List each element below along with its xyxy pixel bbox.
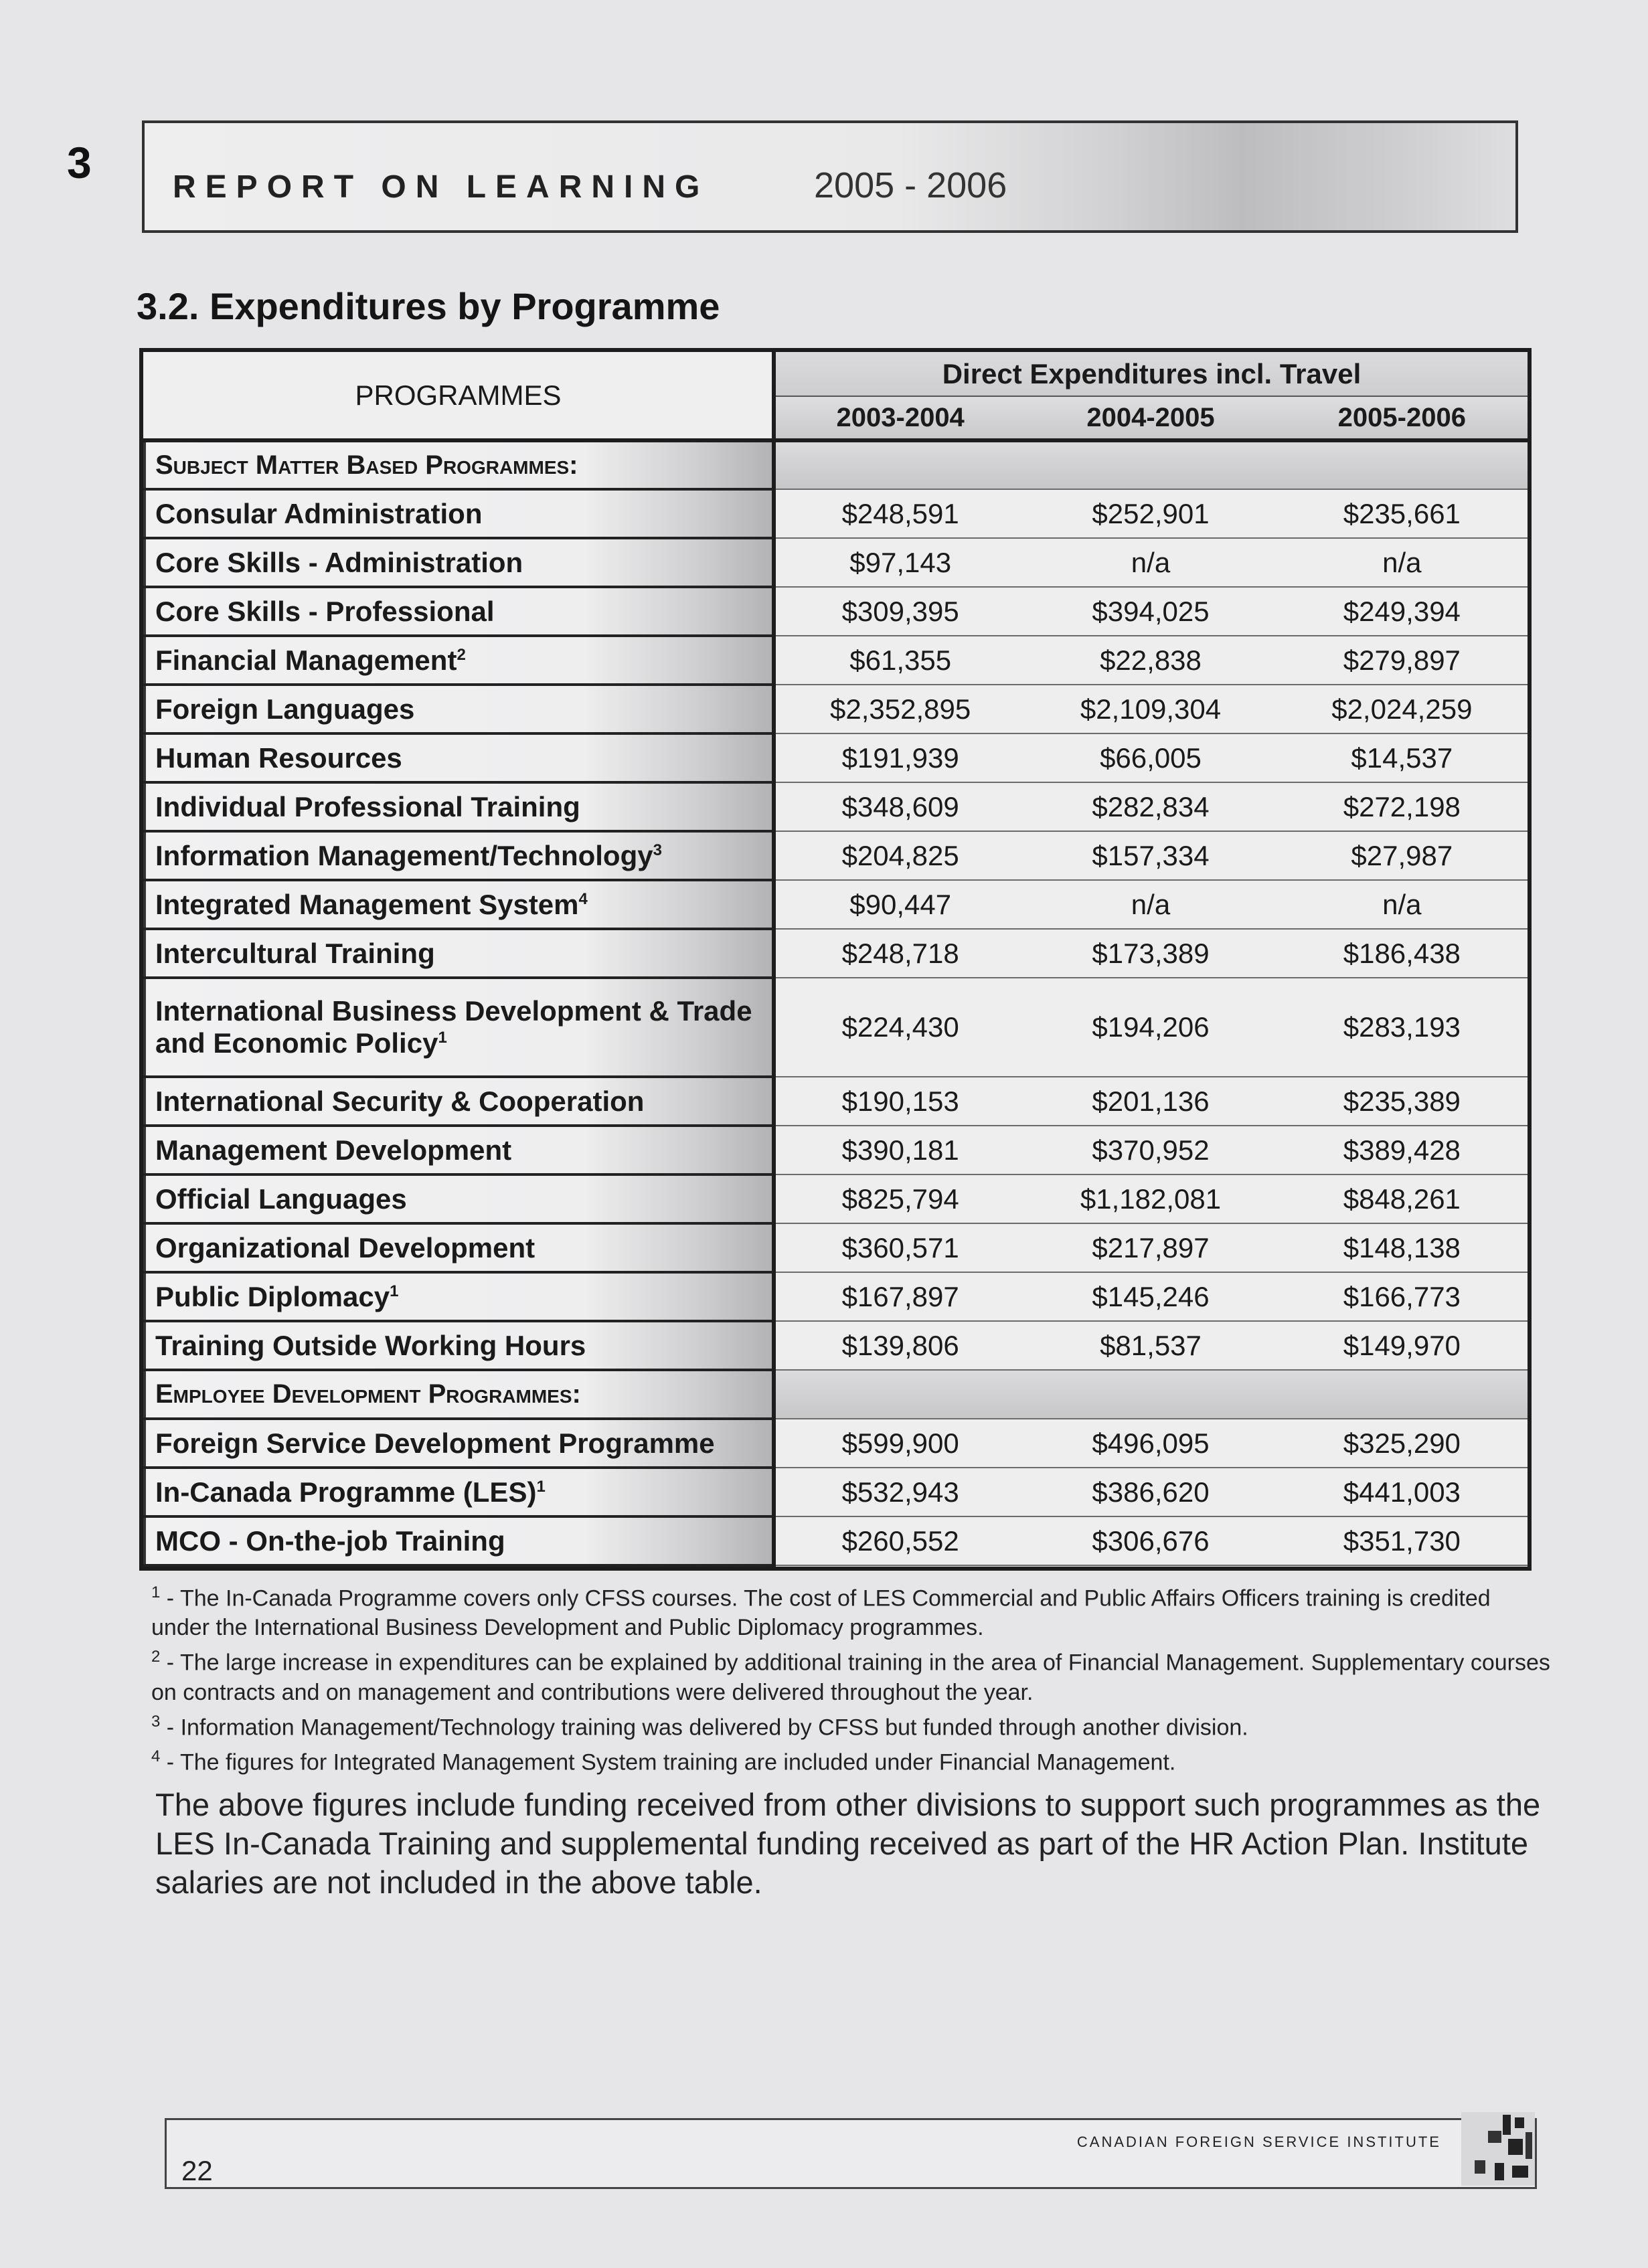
- table-row: [145, 1419, 1528, 1468]
- table-row: [145, 1126, 1528, 1174]
- expenditures-table: [139, 348, 1532, 1571]
- programme-name: Training Outside Working Hours: [145, 1321, 774, 1370]
- expenditure-value: n/a: [1276, 880, 1528, 929]
- table-row: [145, 636, 1528, 685]
- expenditure-value: $394,025: [1025, 587, 1276, 636]
- note-paragraph: The above figures include funding received from other divisions to support such programmes as the LES In-Canada Training and supplemental funding received as part of the HR Action Plan. Institute salaries are not included in the above table.: [155, 1787, 1541, 1900]
- expenditure-value: $166,773: [1276, 1272, 1528, 1321]
- institute-name: CANADIAN FOREIGN SERVICE INSTITUTE: [1076, 2133, 1441, 2150]
- expenditure-value: $360,571: [774, 1223, 1025, 1272]
- expenditure-value: $1,182,081: [1025, 1174, 1276, 1223]
- expenditure-value: $235,661: [1276, 489, 1528, 538]
- footnote: $^1$ - The In-Canada Programme covers only CFSS courses. The cost of LES Commercial and Public Affairs Officers training is credited under the International Business Development and Public Diplomacy programmes.: [151, 1583, 1491, 1641]
- category-fill: [774, 1370, 1528, 1419]
- table-row: [145, 538, 1528, 587]
- expenditure-value: $2,352,895: [774, 685, 1025, 733]
- page-number: 22: [181, 2155, 213, 2186]
- report-title: REPORT ON LEARNING: [173, 169, 710, 205]
- expenditure-value: $224,430: [774, 978, 1025, 1077]
- expenditure-value: $173,389: [1025, 929, 1276, 978]
- programme-name: Core Skills - Administration: [145, 538, 774, 587]
- expenditure-value: $61,355: [774, 636, 1025, 685]
- expenditure-value: $149,970: [1276, 1321, 1528, 1370]
- expenditure-value: $217,897: [1025, 1223, 1276, 1272]
- table-row: [145, 782, 1528, 831]
- programme-name: Organizational Development: [145, 1223, 774, 1272]
- expenditure-value: $599,900: [774, 1419, 1025, 1468]
- expenditure-value: $2,024,259: [1276, 685, 1528, 733]
- expenditure-value: $282,834: [1025, 782, 1276, 831]
- year-header: 2005-2006: [1276, 396, 1528, 440]
- expenditure-value: $2,109,304: [1025, 685, 1276, 733]
- expenditure-value: $167,897: [774, 1272, 1025, 1321]
- footnotes: [151, 1578, 1550, 1777]
- expenditure-value: $386,620: [1025, 1468, 1276, 1516]
- table-row: [145, 1077, 1528, 1126]
- expenditure-value: $283,193: [1276, 978, 1528, 1077]
- table-row: [145, 733, 1528, 782]
- programme-name: Financial Management$^2$: [145, 636, 774, 685]
- programme-name: In-Canada Programme (LES)$^1$: [145, 1468, 774, 1516]
- table-row: [145, 1272, 1528, 1321]
- year-header: 2003-2004: [774, 396, 1025, 440]
- expenditure-value: $532,943: [774, 1468, 1025, 1516]
- expenditure-value: $390,181: [774, 1126, 1025, 1174]
- category-fill: [774, 440, 1528, 489]
- institute-logo-icon: [1461, 2112, 1535, 2186]
- programme-name: Official Languages: [145, 1174, 774, 1223]
- programmes-header: PROGRAMMES: [145, 352, 774, 440]
- programme-name: Consular Administration: [145, 489, 774, 538]
- chapter-number: 3: [67, 138, 92, 187]
- expenditure-value: $204,825: [774, 831, 1025, 880]
- table-row: [145, 489, 1528, 538]
- programme-name: Integrated Management System$^4$: [145, 880, 774, 929]
- table-row: [145, 685, 1528, 733]
- expenditure-value: $27,987: [1276, 831, 1528, 880]
- expenditure-value: $191,939: [774, 733, 1025, 782]
- expenditure-value: $139,806: [774, 1321, 1025, 1370]
- expenditure-value: $97,143: [774, 538, 1025, 587]
- table-row: [145, 1174, 1528, 1223]
- table-row: [145, 880, 1528, 929]
- table-row: [145, 587, 1528, 636]
- programme-name: Intercultural Training: [145, 929, 774, 978]
- expenditure-value: $252,901: [1025, 489, 1276, 538]
- footnote: $^4$ - The figures for Integrated Management System training are included under Financial Management.: [151, 1747, 1176, 1775]
- expenditure-value: $186,438: [1276, 929, 1528, 978]
- programme-name: Foreign Service Development Programme: [145, 1419, 774, 1468]
- expenditure-value: $279,897: [1276, 636, 1528, 685]
- expenditure-value: n/a: [1276, 538, 1528, 587]
- programme-name: Foreign Languages: [145, 685, 774, 733]
- programme-name: Individual Professional Training: [145, 782, 774, 831]
- expenditure-value: $272,198: [1276, 782, 1528, 831]
- expenditure-value: $848,261: [1276, 1174, 1528, 1223]
- expenditure-value: $825,794: [774, 1174, 1025, 1223]
- footnote: $^2$ - The large increase in expenditures can be explained by additional training in the area of Financial Management. Supplementary courses on contracts and on management and contributions were delivered throughout the year.: [151, 1648, 1550, 1705]
- table-row: [145, 929, 1528, 978]
- year-header: 2004-2005: [1025, 396, 1276, 440]
- programme-name: MCO - On-the-job Training: [145, 1516, 774, 1565]
- expenditure-value: $306,676: [1025, 1516, 1276, 1565]
- expenditure-value: $325,290: [1276, 1419, 1528, 1468]
- expenditure-value: $389,428: [1276, 1126, 1528, 1174]
- table-row: [145, 1321, 1528, 1370]
- expenditure-value: $370,952: [1025, 1126, 1276, 1174]
- expenditure-value: $348,609: [774, 782, 1025, 831]
- expenditure-value: $309,395: [774, 587, 1025, 636]
- programme-name: Public Diplomacy$^1$: [145, 1272, 774, 1321]
- expenditure-value: $351,730: [1276, 1516, 1528, 1565]
- expenditure-value: $157,334: [1025, 831, 1276, 880]
- expenditure-value: $235,389: [1276, 1077, 1528, 1126]
- expenditure-value: $260,552: [774, 1516, 1025, 1565]
- expenditure-value: n/a: [1025, 538, 1276, 587]
- table-row: [145, 1223, 1528, 1272]
- expenditure-value: $90,447: [774, 880, 1025, 929]
- expenditure-value: $145,246: [1025, 1272, 1276, 1321]
- category-label: Employee Development Programmes:: [145, 1370, 774, 1419]
- expenditure-value: $248,718: [774, 929, 1025, 978]
- programme-name: International Security & Cooperation: [145, 1077, 774, 1126]
- expenditure-value: $248,591: [774, 489, 1025, 538]
- expenditure-value: $190,153: [774, 1077, 1025, 1126]
- expenditure-value: $441,003: [1276, 1468, 1528, 1516]
- footnote: $^3$ - Information Management/Technology training was delivered by CFSS but funded through another division.: [151, 1712, 1248, 1740]
- expenditure-value: $249,394: [1276, 587, 1528, 636]
- expenditure-value: n/a: [1025, 880, 1276, 929]
- expenditure-value: $81,537: [1025, 1321, 1276, 1370]
- programme-name: Core Skills - Professional: [145, 587, 774, 636]
- programme-name: Human Resources: [145, 733, 774, 782]
- expenditure-value: $22,838: [1025, 636, 1276, 685]
- page-footer: [165, 2118, 1537, 2189]
- expenditure-value: $148,138: [1276, 1223, 1528, 1272]
- section-title: 3.2. Expenditures by Programme: [137, 285, 720, 327]
- expenditure-value: $194,206: [1025, 978, 1276, 1077]
- expenditure-value: $14,537: [1276, 733, 1528, 782]
- expenditure-value: $201,136: [1025, 1077, 1276, 1126]
- table-row: [145, 1516, 1528, 1565]
- table-row: [145, 978, 1528, 1077]
- table-row: [145, 1468, 1528, 1516]
- programme-name: Management Development: [145, 1126, 774, 1174]
- table-row: [145, 831, 1528, 880]
- direct-expenditures-header: Direct Expenditures incl. Travel: [774, 352, 1528, 396]
- report-header: [142, 120, 1518, 233]
- expenditure-value: $66,005: [1025, 733, 1276, 782]
- programme-name: International Business Development & Trade and Economic Policy$^1$: [145, 978, 774, 1077]
- expenditure-value: $496,095: [1025, 1419, 1276, 1468]
- category-label: Subject Matter Based Programmes:: [145, 440, 774, 489]
- report-year: 2005 - 2006: [814, 165, 1007, 205]
- programme-name: Information Management/Technology$^3$: [145, 831, 774, 880]
